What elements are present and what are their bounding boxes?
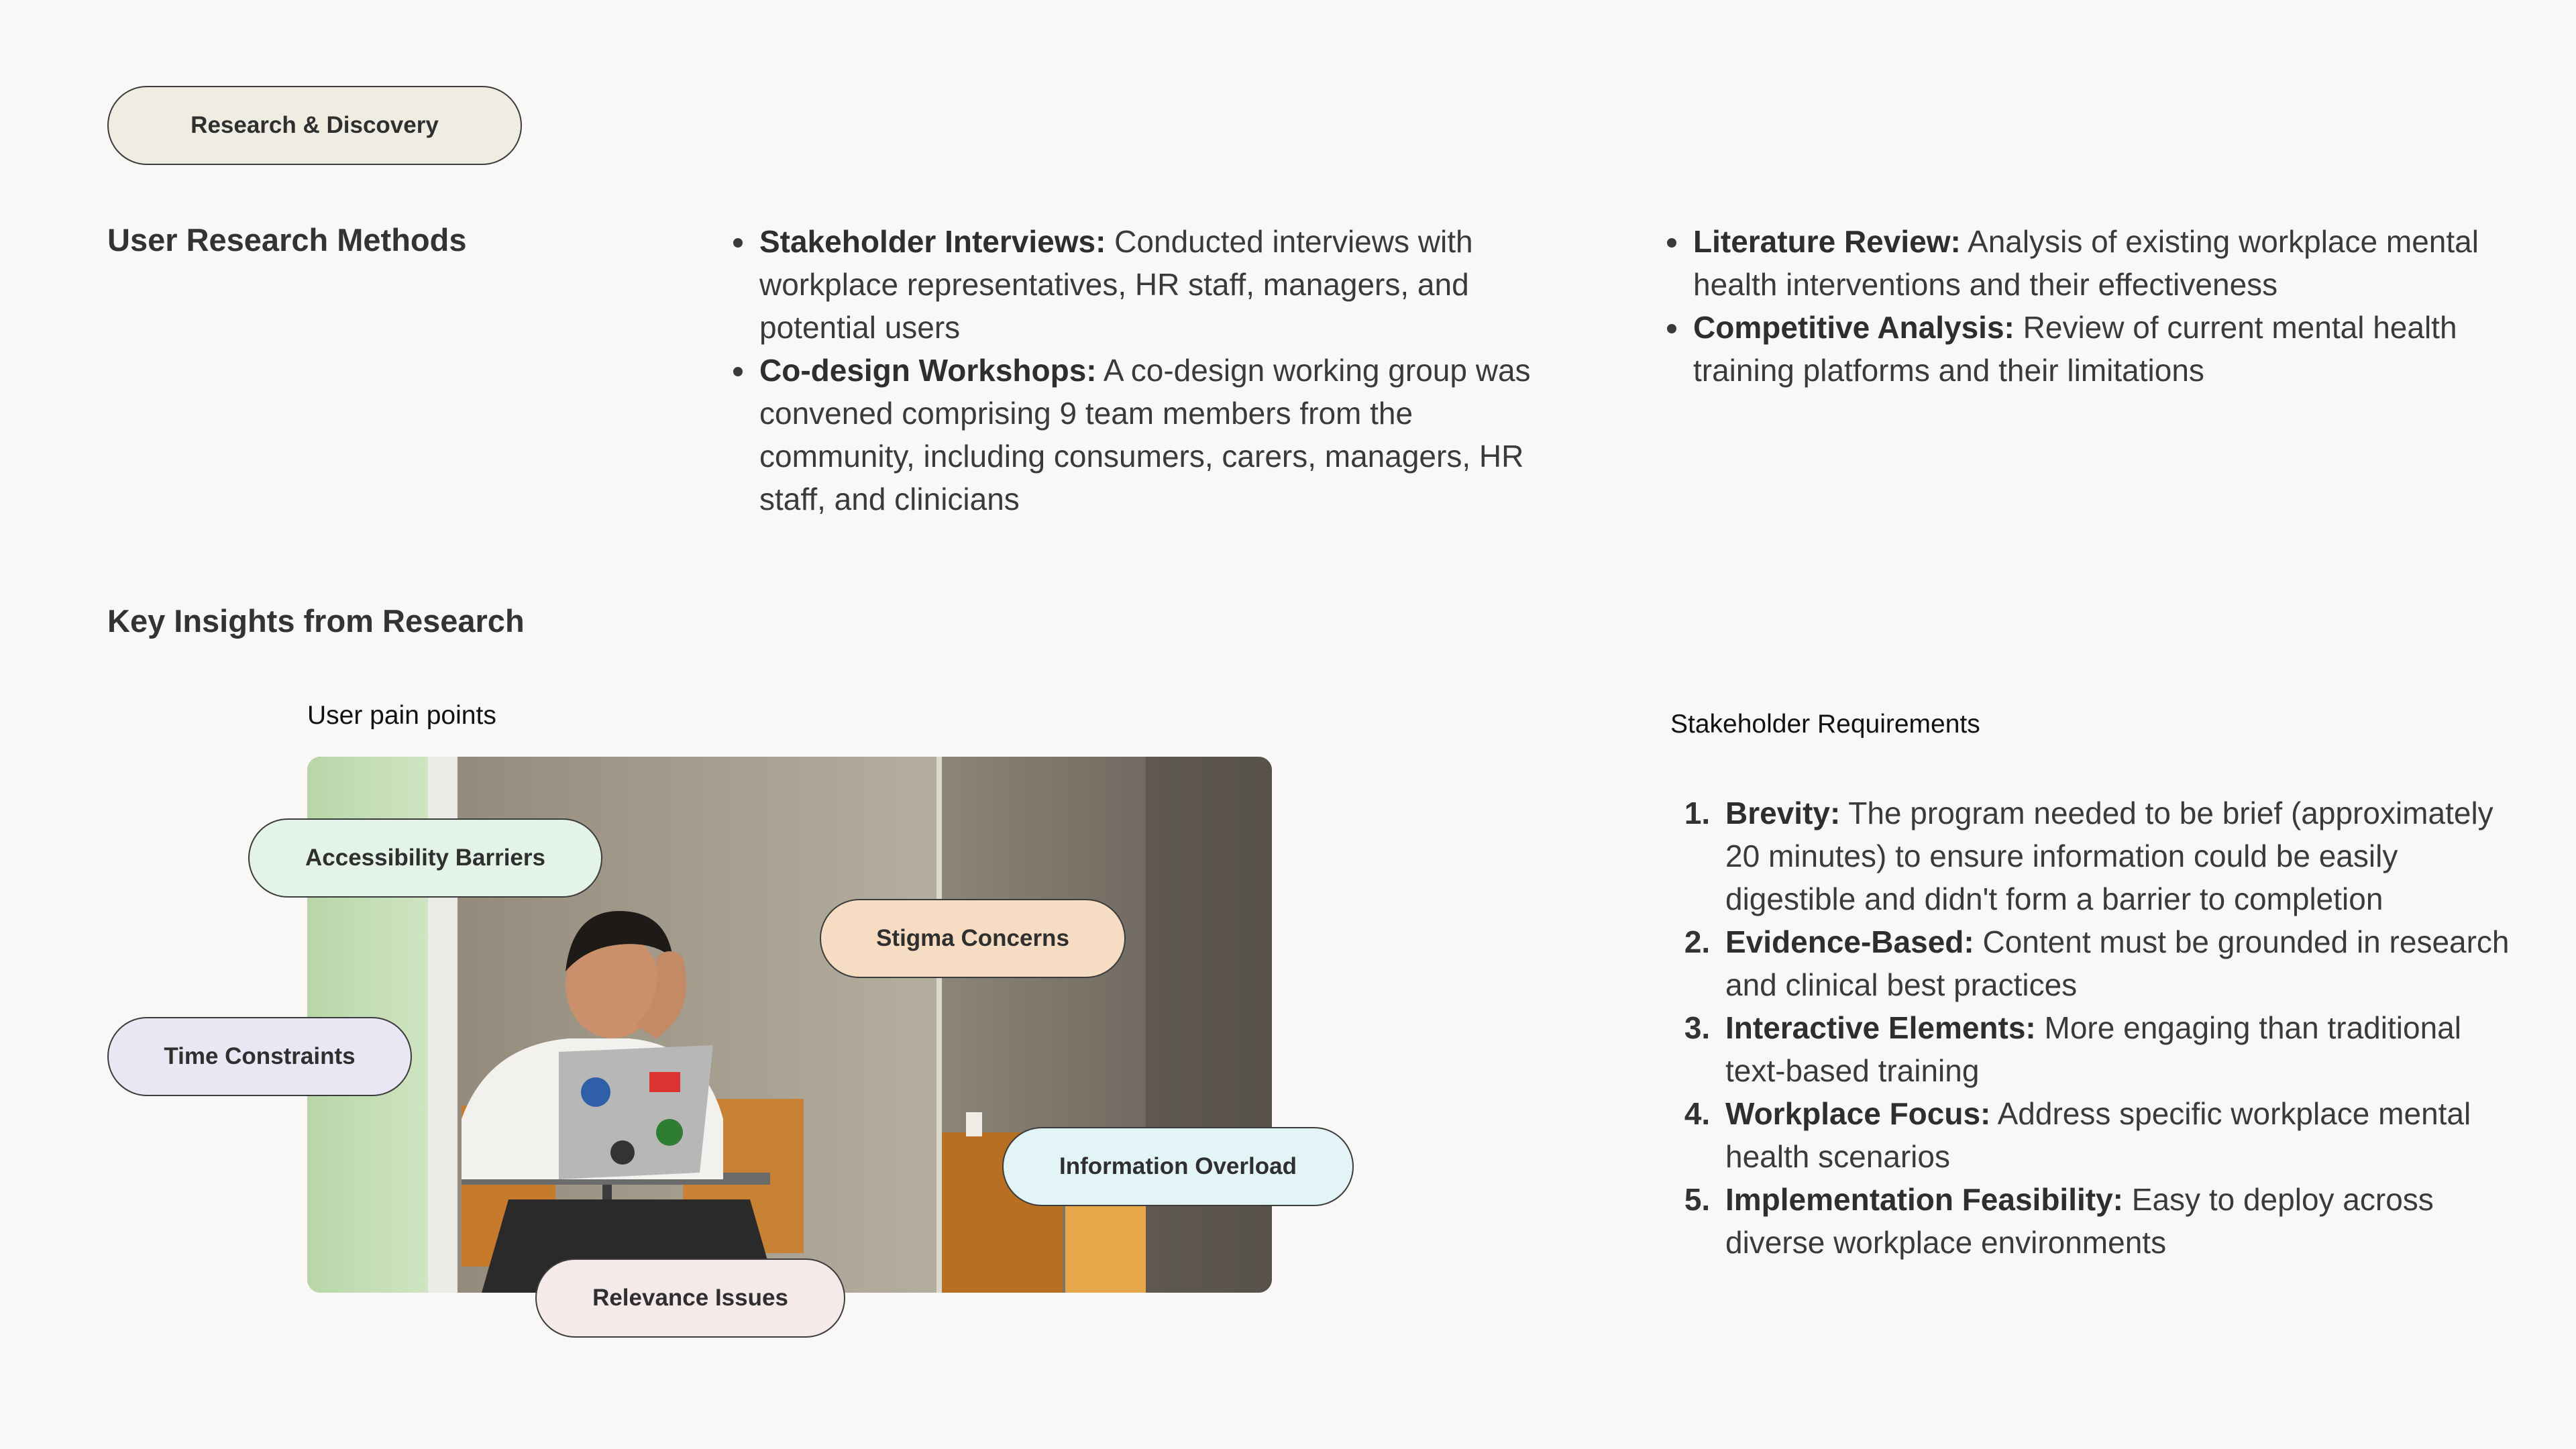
list-item: • Literature Review: Analysis of existing workplace mental health interventions and their effectiveness <box>1690 220 2496 306</box>
list-item: 5. Implementation Feasibility: Easy to deploy across diverse workplace environments <box>1719 1178 2524 1264</box>
chip-accessibility-barriers: Accessibility Barriers <box>248 818 602 898</box>
section-tag <box>107 86 522 165</box>
list-item: • Competitive Analysis: Review of current mental health training platforms and their limitations <box>1690 306 2496 392</box>
chip-information-overload: Information Overload <box>1002 1127 1354 1206</box>
chip-time-constraints: Time Constraints <box>107 1017 412 1096</box>
section-tag-label: Research & Discovery <box>191 112 439 138</box>
methods-list-left <box>724 220 1562 521</box>
list-item: 2. Evidence-Based: Content must be grounded in research and clinical best practices <box>1719 920 2524 1006</box>
chip-stigma-concerns: Stigma Concerns <box>820 899 1126 978</box>
methods-heading: User Research Methods <box>107 222 467 258</box>
chip-relevance-issues: Relevance Issues <box>535 1258 845 1338</box>
list-item: 3. Interactive Elements: More engaging than traditional text-based training <box>1719 1006 2524 1092</box>
pain-points-label: User pain points <box>307 701 496 730</box>
insights-heading: Key Insights from Research <box>107 603 525 639</box>
list-item: 1. Brevity: The program needed to be brief (approximately 20 minutes) to ensure information could be easily digestible and didn't form a barrier to completion <box>1719 792 2524 920</box>
list-item: • Co-design Workshops: A co-design working group was convened comprising 9 team members from the community, including consumers, carers, managers, HR staff, and clinicians <box>757 349 1562 521</box>
methods-list-right <box>1658 220 2496 392</box>
requirements-label: Stakeholder Requirements <box>1670 710 1980 739</box>
requirements-list <box>1670 792 2524 1264</box>
list-item: 4. Workplace Focus: Address specific workplace mental health scenarios <box>1719 1092 2524 1178</box>
list-item: • Stakeholder Interviews: Conducted interviews with workplace representatives, HR staff, managers, and potential users <box>757 220 1562 349</box>
